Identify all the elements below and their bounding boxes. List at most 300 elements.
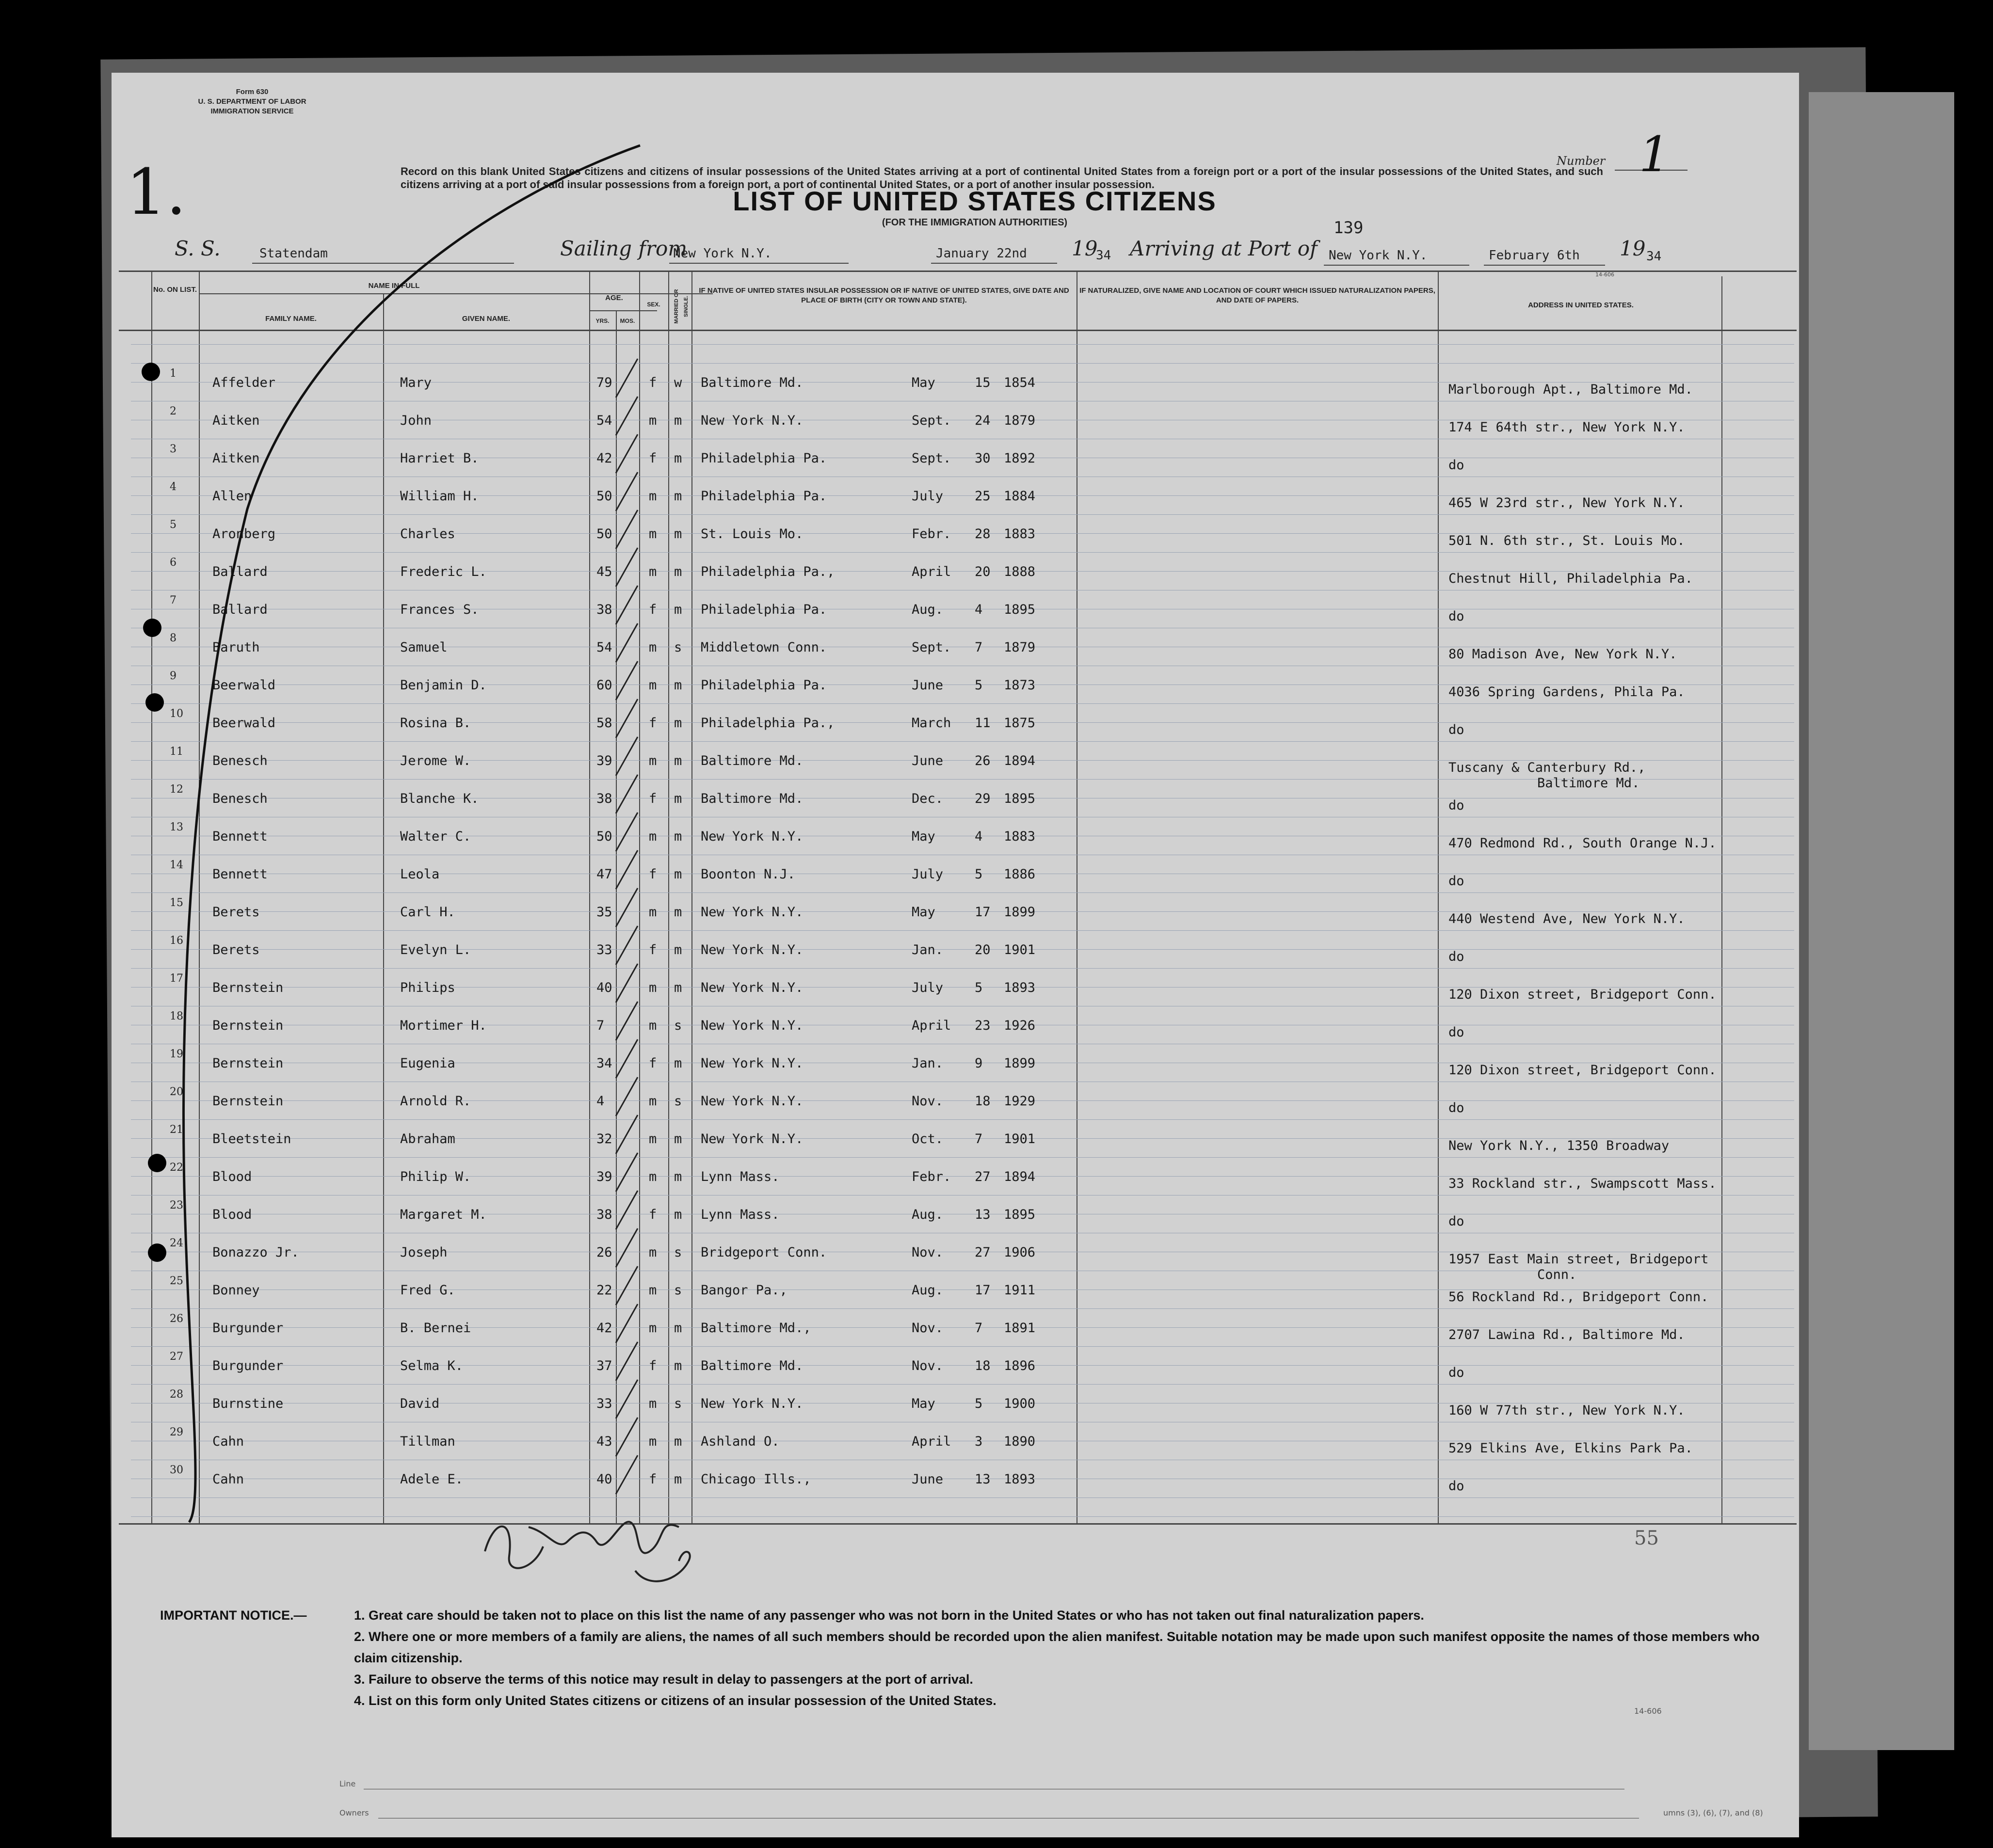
age-years: 39 — [596, 1169, 612, 1184]
sailing-from-label: Sailing from — [560, 237, 688, 260]
family-name: Benesch — [212, 791, 268, 806]
given-name: Rosina B. — [400, 716, 471, 731]
birth-year: 1883 — [1004, 526, 1036, 542]
footer-fragment: umns (3), (6), (7), and (8) — [1663, 1808, 1763, 1817]
birth-day: 5 — [975, 678, 983, 693]
sex: m — [649, 1018, 657, 1033]
birth-place: Philadelphia Pa. — [701, 451, 827, 466]
notice-item: 3. Failure to observe the terms of this notice may result in delay to passengers at the port of arrival. — [354, 1672, 973, 1687]
birth-day: 4 — [975, 602, 983, 617]
family-name: Beerwald — [212, 678, 276, 693]
birth-month: Aug. — [912, 602, 944, 617]
family-name: Bennett — [212, 829, 268, 844]
address: 440 Westend Ave, New York N.Y. — [1448, 911, 1685, 926]
punch-hole — [142, 363, 160, 381]
sex: m — [649, 678, 657, 693]
row-number: 6 — [170, 557, 177, 569]
birth-month: July — [912, 980, 944, 995]
birth-place: Lynn Mass. — [701, 1169, 780, 1184]
header-married-or-single: MARRIED OR SINGLE. — [674, 289, 689, 324]
birth-year: 1901 — [1004, 942, 1036, 957]
birth-month: April — [912, 1018, 951, 1033]
punch-hole — [145, 693, 164, 712]
row-number: 30 — [170, 1464, 183, 1476]
address: do — [1448, 1365, 1464, 1380]
punch-hole — [148, 1154, 166, 1172]
birth-day: 23 — [975, 1018, 991, 1033]
birth-day: 18 — [975, 1358, 991, 1373]
birth-month: March — [912, 716, 951, 731]
sex: m — [649, 489, 657, 504]
family-name: Bernstein — [212, 1018, 284, 1033]
address: do — [1448, 722, 1464, 737]
birth-day: 7 — [975, 640, 983, 655]
header-months: MOS. — [620, 318, 635, 324]
birth-place: Philadelphia Pa. — [701, 678, 827, 693]
family-name: Allen — [212, 489, 252, 504]
instructions-text: Record on this blank United States citizens and citizens of insular possessions of the United States arriving at a port of continental United States from a foreign port or a port of the insular possessions of the United States, and such citizens arriving at a port of said insular possessions from a foreign port, a port of continental United States, or a port of another insular possession. — [401, 165, 1603, 191]
birth-place: New York N.Y. — [701, 1018, 804, 1033]
family-name: Aronberg — [212, 526, 276, 542]
birth-month: Sept. — [912, 451, 951, 466]
marital-status: m — [674, 867, 682, 882]
stamped-number: 139 — [1334, 218, 1364, 238]
address: 80 Madison Ave, New York N.Y. — [1448, 647, 1677, 662]
age-years: 60 — [596, 678, 612, 693]
arrival-year-prefix: 19 — [1620, 237, 1646, 260]
given-name: Evelyn L. — [400, 942, 471, 957]
sex: m — [649, 753, 657, 768]
birth-year: 1906 — [1004, 1245, 1036, 1260]
family-name: Benesch — [212, 753, 268, 768]
sex: f — [649, 1472, 657, 1487]
given-name: Joseph — [400, 1245, 448, 1260]
header-age: AGE. — [605, 294, 623, 302]
birth-year: 1886 — [1004, 867, 1036, 882]
header-years: YRS. — [595, 318, 610, 324]
birth-place: Philadelphia Pa. — [701, 489, 827, 504]
row-number: 17 — [170, 972, 183, 985]
marital-status: m — [674, 1434, 682, 1449]
age-years: 4 — [596, 1094, 605, 1109]
family-name: Bernstein — [212, 980, 284, 995]
row-number: 5 — [170, 519, 177, 531]
given-name: Fred G. — [400, 1283, 455, 1298]
birth-day: 27 — [975, 1169, 991, 1184]
notice-heading: IMPORTANT NOTICE.— — [160, 1608, 307, 1623]
birth-place: New York N.Y. — [701, 1396, 804, 1411]
address-continued: Conn. — [1537, 1267, 1577, 1282]
age-years: 39 — [596, 753, 612, 768]
birth-place: New York N.Y. — [701, 1056, 804, 1071]
sex: m — [649, 1434, 657, 1449]
birth-place: Baltimore Md. — [701, 791, 804, 806]
birth-day: 24 — [975, 413, 991, 428]
arrival-year: 34 — [1646, 249, 1662, 264]
birth-year: 1891 — [1004, 1321, 1036, 1336]
birth-place: Baltimore Md., — [701, 1321, 811, 1336]
age-years: 42 — [596, 451, 612, 466]
birth-place: Ashland O. — [701, 1434, 780, 1449]
header-family-name: FAMILY NAME. — [265, 315, 317, 323]
row-number: 19 — [170, 1048, 183, 1060]
given-name: Tillman — [400, 1434, 455, 1449]
row-number: 20 — [170, 1086, 183, 1098]
sex: f — [649, 451, 657, 466]
marital-status: m — [674, 564, 682, 579]
family-name: Cahn — [212, 1434, 244, 1449]
birth-month: June — [912, 678, 944, 693]
birth-year: 1892 — [1004, 451, 1036, 466]
row-number: 1 — [170, 367, 177, 380]
given-name: Carl H. — [400, 905, 455, 920]
family-name: Ballard — [212, 602, 268, 617]
birth-month: May — [912, 829, 935, 844]
bottom-stamp: 55 — [1634, 1527, 1659, 1549]
manifest-page — [112, 73, 1799, 1837]
birth-place: Bridgeport Conn. — [701, 1245, 827, 1260]
birth-month: May — [912, 905, 935, 920]
marital-status: m — [674, 678, 682, 693]
birth-month: July — [912, 489, 944, 504]
sex: f — [649, 867, 657, 882]
handwritten-page-mark: 1. — [126, 155, 187, 229]
row-number: 26 — [170, 1313, 183, 1325]
marital-status: m — [674, 1207, 682, 1222]
row-number: 15 — [170, 897, 183, 909]
birth-year: 1899 — [1004, 1056, 1036, 1071]
address: 120 Dixon street, Bridgeport Conn. — [1448, 987, 1717, 1002]
birth-month: Nov. — [912, 1245, 944, 1260]
age-years: 22 — [596, 1283, 612, 1298]
sex: f — [649, 942, 657, 957]
form-number: Form 630 — [236, 88, 269, 96]
birth-year: 1893 — [1004, 1472, 1036, 1487]
address: 1957 East Main street, Bridgeport — [1448, 1252, 1709, 1267]
birth-day: 18 — [975, 1094, 991, 1109]
punch-hole — [143, 619, 161, 637]
family-name: Blood — [212, 1169, 252, 1184]
address: do — [1448, 1214, 1464, 1229]
sex: f — [649, 375, 657, 390]
marital-status: m — [674, 905, 682, 920]
birth-year: 1929 — [1004, 1094, 1036, 1109]
birth-day: 25 — [975, 489, 991, 504]
birth-month: Febr. — [912, 1169, 951, 1184]
family-name: Cahn — [212, 1472, 244, 1487]
row-number: 10 — [170, 708, 183, 720]
marital-status: s — [674, 1018, 682, 1033]
birth-month: Aug. — [912, 1207, 944, 1222]
family-name: Bonazzo Jr. — [212, 1245, 299, 1260]
sex: m — [649, 1321, 657, 1336]
family-name: Affelder — [212, 375, 276, 390]
birth-place: Middletown Conn. — [701, 640, 827, 655]
marital-status: m — [674, 716, 682, 731]
marital-status: m — [674, 1169, 682, 1184]
birth-day: 29 — [975, 791, 991, 806]
birth-year: 1894 — [1004, 753, 1036, 768]
given-name: Frederic L. — [400, 564, 487, 579]
sex: m — [649, 905, 657, 920]
form-code-top: 14-606 — [1595, 271, 1614, 278]
age-years: 38 — [596, 1207, 612, 1222]
age-years: 45 — [596, 564, 612, 579]
sex: m — [649, 526, 657, 542]
page-title: LIST OF UNITED STATES CITIZENS — [733, 186, 1217, 216]
marital-status: m — [674, 829, 682, 844]
given-name: William H. — [400, 489, 479, 504]
birth-month: Dec. — [912, 791, 944, 806]
marital-status: m — [674, 489, 682, 504]
address: 501 N. 6th str., St. Louis Mo. — [1448, 533, 1685, 548]
number-value: 1 — [1639, 126, 1670, 183]
birth-place: New York N.Y. — [701, 1131, 804, 1147]
birth-day: 20 — [975, 942, 991, 957]
address: do — [1448, 874, 1464, 889]
birth-year: 1883 — [1004, 829, 1036, 844]
given-name: Frances S. — [400, 602, 479, 617]
row-number: 12 — [170, 783, 183, 796]
address: do — [1448, 1100, 1464, 1115]
birth-year: 1854 — [1004, 375, 1036, 390]
birth-month: Nov. — [912, 1358, 944, 1373]
birth-month: Aug. — [912, 1283, 944, 1298]
family-name: Bernstein — [212, 1094, 284, 1109]
departure-port: New York N.Y. — [673, 246, 772, 261]
arrival-port: New York N.Y. — [1329, 248, 1428, 263]
row-number: 22 — [170, 1162, 183, 1174]
birth-month: April — [912, 1434, 951, 1449]
ss-label: S. S. — [175, 237, 221, 260]
birth-place: Baltimore Md. — [701, 753, 804, 768]
given-name: Philips — [400, 980, 455, 995]
age-years: 58 — [596, 716, 612, 731]
sex: m — [649, 1094, 657, 1109]
birth-month: June — [912, 1472, 944, 1487]
birth-day: 20 — [975, 564, 991, 579]
marital-status: m — [674, 451, 682, 466]
address: 56 Rockland Rd., Bridgeport Conn. — [1448, 1290, 1709, 1305]
family-name: Berets — [212, 905, 260, 920]
family-name: Burgunder — [212, 1321, 284, 1336]
birth-place: Philadelphia Pa., — [701, 564, 835, 579]
birth-day: 5 — [975, 867, 983, 882]
birth-day: 4 — [975, 829, 983, 844]
birth-place: Philadelphia Pa. — [701, 602, 827, 617]
given-name: John — [400, 413, 432, 428]
birth-place: Lynn Mass. — [701, 1207, 780, 1222]
footer-line-label: Line — [339, 1779, 356, 1788]
birth-place: New York N.Y. — [701, 413, 804, 428]
address: New York N.Y., 1350 Broadway — [1448, 1138, 1670, 1153]
address: 174 E 64th str., New York N.Y. — [1448, 420, 1685, 435]
family-name: Aitken — [212, 413, 260, 428]
header-naturalized: IF NATURALIZED, GIVE NAME AND LOCATION OF COURT WHICH ISSUED NATURALIZATION PAPERS, AND DATE OF PAPERS. — [1079, 287, 1435, 304]
row-number: 25 — [170, 1275, 183, 1287]
age-years: 40 — [596, 1472, 612, 1487]
address: 2707 Lawina Rd., Baltimore Md. — [1448, 1327, 1685, 1342]
birth-year: 1873 — [1004, 678, 1036, 693]
age-years: 26 — [596, 1245, 612, 1260]
departure-year-prefix: 19 — [1072, 237, 1098, 260]
ship-name: Statendam — [259, 246, 328, 261]
address: 4036 Spring Gardens, Phila Pa. — [1448, 685, 1685, 700]
address: Tuscany & Canterbury Rd., — [1448, 760, 1646, 775]
birth-day: 3 — [975, 1434, 983, 1449]
marital-status: s — [674, 1094, 682, 1109]
family-name: Bonney — [212, 1283, 260, 1298]
birth-month: Nov. — [912, 1094, 944, 1109]
sex: f — [649, 791, 657, 806]
address: do — [1448, 949, 1464, 964]
birth-month: April — [912, 564, 951, 579]
sex: m — [649, 1245, 657, 1260]
row-number: 27 — [170, 1351, 183, 1363]
marital-status: m — [674, 980, 682, 995]
given-name: Margaret M. — [400, 1207, 487, 1222]
row-number: 21 — [170, 1124, 183, 1136]
birth-day: 5 — [975, 980, 983, 995]
birth-year: 1911 — [1004, 1283, 1036, 1298]
given-name: Abraham — [400, 1131, 455, 1147]
given-name: Jerome W. — [400, 753, 471, 768]
family-name: Bernstein — [212, 1056, 284, 1071]
birth-place: St. Louis Mo. — [701, 526, 804, 542]
punch-hole — [148, 1243, 166, 1262]
birth-month: June — [912, 753, 944, 768]
service-name: IMMIGRATION SERVICE — [210, 107, 294, 115]
family-name: Aitken — [212, 451, 260, 466]
birth-day: 26 — [975, 753, 991, 768]
row-number: 8 — [170, 632, 177, 644]
sex: m — [649, 980, 657, 995]
family-name: Ballard — [212, 564, 268, 579]
birth-year: 1879 — [1004, 640, 1036, 655]
age-years: 33 — [596, 942, 612, 957]
page-subtitle: (FOR THE IMMIGRATION AUTHORITIES) — [882, 217, 1068, 228]
birth-month: Sept. — [912, 640, 951, 655]
birth-year: 1895 — [1004, 791, 1036, 806]
birth-year: 1888 — [1004, 564, 1036, 579]
age-years: 37 — [596, 1358, 612, 1373]
family-name: Berets — [212, 942, 260, 957]
address: 470 Redmond Rd., South Orange N.J. — [1448, 836, 1717, 851]
given-name: Walter C. — [400, 829, 471, 844]
sex: m — [649, 1131, 657, 1147]
marital-status: m — [674, 1056, 682, 1071]
birth-place: Philadelphia Pa., — [701, 716, 835, 731]
arriving-label: Arriving at Port of — [1130, 237, 1318, 260]
address: 465 W 23rd str., New York N.Y. — [1448, 495, 1685, 510]
family-name: Beerwald — [212, 716, 276, 731]
birth-year: 1895 — [1004, 602, 1036, 617]
header-given-name: GIVEN NAME. — [462, 315, 511, 323]
row-number: 23 — [170, 1199, 183, 1211]
address: 160 W 77th str., New York N.Y. — [1448, 1403, 1685, 1418]
address: Marlborough Apt., Baltimore Md. — [1448, 382, 1693, 397]
birth-month: July — [912, 867, 944, 882]
birth-place: New York N.Y. — [701, 829, 804, 844]
birth-year: 1926 — [1004, 1018, 1036, 1033]
marital-status: s — [674, 640, 682, 655]
sex: f — [649, 602, 657, 617]
notice-item: 1. Great care should be taken not to place on this list the name of any passenger who was not born in the United States or who has not taken out final naturalization papers. — [354, 1608, 1424, 1623]
address: do — [1448, 458, 1464, 473]
birth-day: 7 — [975, 1321, 983, 1336]
birth-month: May — [912, 375, 935, 390]
row-number: 28 — [170, 1388, 183, 1401]
given-name: Leola — [400, 867, 440, 882]
age-years: 35 — [596, 905, 612, 920]
given-name: Adele E. — [400, 1472, 464, 1487]
birth-year: 1900 — [1004, 1396, 1036, 1411]
given-name: Philip W. — [400, 1169, 471, 1184]
row-number: 9 — [170, 670, 177, 682]
birth-year: 1899 — [1004, 905, 1036, 920]
row-number: 11 — [170, 746, 183, 758]
birth-year: 1893 — [1004, 980, 1036, 995]
handwritten-bracket — [112, 73, 1799, 1624]
underlying-page-edge — [1809, 92, 1954, 1750]
birth-place: Chicago Ills., — [701, 1472, 811, 1487]
row-number: 24 — [170, 1237, 183, 1249]
age-years: 50 — [596, 526, 612, 542]
sex: m — [649, 564, 657, 579]
birth-day: 9 — [975, 1056, 983, 1071]
row-number: 3 — [170, 443, 177, 455]
family-name: Burnstine — [212, 1396, 284, 1411]
given-name: Mortimer H. — [400, 1018, 487, 1033]
marital-status: m — [674, 1358, 682, 1373]
number-label: Number — [1557, 154, 1606, 168]
given-name: Selma K. — [400, 1358, 464, 1373]
address: 529 Elkins Ave, Elkins Park Pa. — [1448, 1441, 1693, 1456]
age-years: 7 — [596, 1018, 605, 1033]
family-name: Blood — [212, 1207, 252, 1222]
birth-place: New York N.Y. — [701, 942, 804, 957]
sex: m — [649, 413, 657, 428]
birth-place: Boonton N.J. — [701, 867, 796, 882]
header-name-in-full: NAME IN FULL — [368, 282, 420, 290]
header-sex: SEX. — [647, 301, 660, 308]
row-number: 4 — [170, 481, 177, 493]
footer-owners-label: Owners — [339, 1808, 369, 1817]
address: 120 Dixon street, Bridgeport Conn. — [1448, 1063, 1717, 1078]
birth-day: 11 — [975, 716, 991, 731]
birth-place: Bangor Pa., — [701, 1283, 788, 1298]
age-years: 79 — [596, 375, 612, 390]
age-years: 47 — [596, 867, 612, 882]
birth-day: 17 — [975, 1283, 991, 1298]
age-years: 43 — [596, 1434, 612, 1449]
birth-year: 1896 — [1004, 1358, 1036, 1373]
birth-day: 5 — [975, 1396, 983, 1411]
birth-month: Sept. — [912, 413, 951, 428]
marital-status: s — [674, 1245, 682, 1260]
birth-day: 17 — [975, 905, 991, 920]
sex: m — [649, 829, 657, 844]
sex: f — [649, 1358, 657, 1373]
row-number: 18 — [170, 1010, 183, 1022]
departure-year: 34 — [1096, 248, 1111, 263]
family-name: Baruth — [212, 640, 260, 655]
header-no: No. ON LIST. — [153, 286, 197, 294]
birth-day: 13 — [975, 1472, 991, 1487]
birth-place: New York N.Y. — [701, 1094, 804, 1109]
age-years: 54 — [596, 640, 612, 655]
given-name: David — [400, 1396, 440, 1411]
